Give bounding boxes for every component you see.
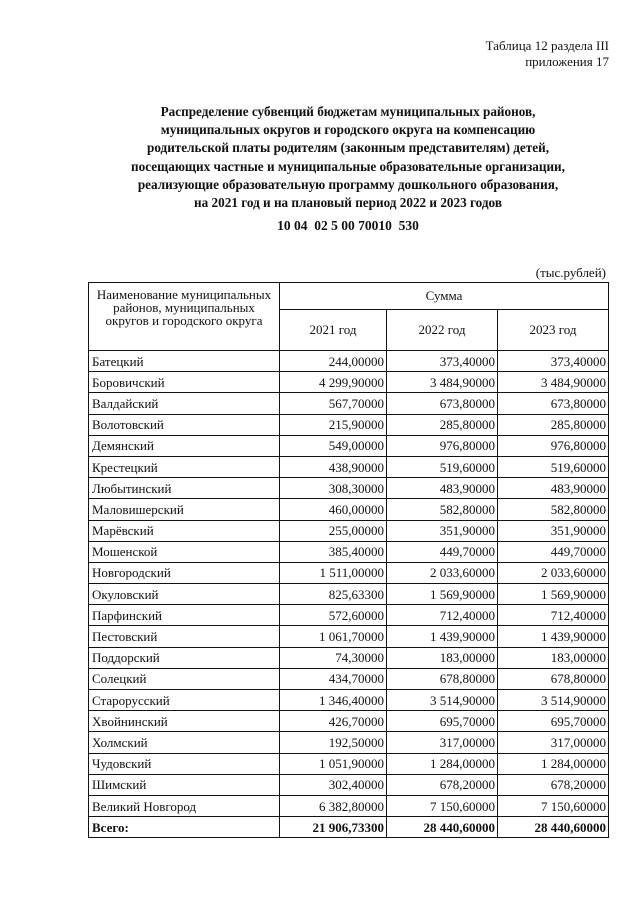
- amount-2023-cell: 7 150,60000: [498, 795, 609, 816]
- amount-2022-cell: 2 033,60000: [387, 562, 498, 583]
- amount-2022-cell: 1 569,90000: [387, 584, 498, 605]
- amount-2021-cell: 244,00000: [280, 351, 387, 372]
- district-name-cell: Шимский: [89, 774, 280, 795]
- table-row: [89, 690, 609, 711]
- title-line: муниципальных округов и городского округа на компенсацию: [160, 122, 536, 138]
- table-row: [89, 414, 609, 435]
- table-row: [89, 520, 609, 541]
- amount-2023-cell: 1 569,90000: [498, 584, 609, 605]
- amount-2023-cell: 1 439,90000: [498, 626, 609, 647]
- district-name-cell: Мошенской: [89, 541, 280, 562]
- amount-2021-cell: 572,60000: [280, 605, 387, 626]
- amount-2021-cell: 74,30000: [280, 647, 387, 668]
- amount-2021-cell: 6 382,80000: [280, 795, 387, 816]
- table-row: [89, 732, 609, 753]
- amount-2022-cell: 582,80000: [387, 499, 498, 520]
- amount-2023-cell: 695,70000: [498, 711, 609, 732]
- table-row: [89, 393, 609, 414]
- amount-2023-cell: 351,90000: [498, 520, 609, 541]
- amount-2023-cell: 3 484,90000: [498, 372, 609, 393]
- district-name-cell: Марёвский: [89, 520, 280, 541]
- district-name-cell: Окуловский: [89, 584, 280, 605]
- title-line: родительской платы родителям (законным представителям) детей,: [146, 140, 550, 156]
- district-name-cell: Солецкий: [89, 668, 280, 689]
- budget-classification-code: 10 04 02 5 00 70010 530: [277, 218, 419, 233]
- amount-2023-cell: 582,80000: [498, 499, 609, 520]
- amount-2022-cell: 3 514,90000: [387, 690, 498, 711]
- table-row: [89, 456, 609, 477]
- district-name-cell: Маловишерский: [89, 499, 280, 520]
- district-name-cell: Любытинский: [89, 478, 280, 499]
- column-header-2022: 2022 год: [387, 309, 498, 350]
- amount-2023-cell: 3 514,90000: [498, 690, 609, 711]
- district-name-cell: Демянский: [89, 435, 280, 456]
- subsidy-table: [88, 282, 609, 838]
- amount-2022-cell: 483,90000: [387, 478, 498, 499]
- amount-2021-cell: 549,00000: [280, 435, 387, 456]
- district-name-cell: Крестецкий: [89, 456, 280, 477]
- amount-2022-cell: 673,80000: [387, 393, 498, 414]
- amount-2022-cell: 28 440,60000: [387, 817, 498, 838]
- amount-2021-cell: 825,63300: [280, 584, 387, 605]
- amount-2022-cell: 351,90000: [387, 520, 498, 541]
- column-header-2023: 2023 год: [498, 309, 609, 350]
- units-label: (тыс.рублей): [535, 265, 606, 280]
- table-row: [89, 605, 609, 626]
- title-line: Распределение субвенций бюджетам муниципальных районов,: [160, 104, 536, 119]
- table-row: [89, 499, 609, 520]
- table-row: [89, 626, 609, 647]
- amount-2021-cell: 308,30000: [280, 478, 387, 499]
- amount-2022-cell: 1 439,90000: [387, 626, 498, 647]
- table-row: [89, 774, 609, 795]
- amount-2022-cell: 712,40000: [387, 605, 498, 626]
- table-row: [89, 584, 609, 605]
- amount-2022-cell: 976,80000: [387, 435, 498, 456]
- district-name-cell: Чудовский: [89, 753, 280, 774]
- amount-2022-cell: 695,70000: [387, 711, 498, 732]
- table-body: [89, 351, 609, 838]
- amount-2022-cell: 3 484,90000: [387, 372, 498, 393]
- amount-2023-cell: 373,40000: [498, 351, 609, 372]
- amount-2021-cell: 1 511,00000: [280, 562, 387, 583]
- district-name-cell: Новгородский: [89, 562, 280, 583]
- amount-2021-cell: 567,70000: [280, 393, 387, 414]
- table-row: [89, 351, 609, 372]
- document-title: [88, 103, 608, 212]
- amount-2021-cell: 385,40000: [280, 541, 387, 562]
- amount-2021-cell: 426,70000: [280, 711, 387, 732]
- amount-2023-cell: 483,90000: [498, 478, 609, 499]
- column-header-sum: Сумма: [280, 283, 609, 310]
- amount-2023-cell: 317,00000: [498, 732, 609, 753]
- amount-2023-cell: 976,80000: [498, 435, 609, 456]
- district-name-cell: Парфинский: [89, 605, 280, 626]
- amount-2023-cell: 28 440,60000: [498, 817, 609, 838]
- amount-2022-cell: 183,00000: [387, 647, 498, 668]
- amount-2021-cell: 192,50000: [280, 732, 387, 753]
- amount-2023-cell: 183,00000: [498, 647, 609, 668]
- amount-2022-cell: 519,60000: [387, 456, 498, 477]
- table-reference: [486, 38, 609, 70]
- district-name-cell: Холмский: [89, 732, 280, 753]
- amount-2021-cell: 434,70000: [280, 668, 387, 689]
- amount-2021-cell: 1 061,70000: [280, 626, 387, 647]
- amount-2021-cell: 1 051,90000: [280, 753, 387, 774]
- table-row: [89, 711, 609, 732]
- amount-2022-cell: 7 150,60000: [387, 795, 498, 816]
- amount-2021-cell: 215,90000: [280, 414, 387, 435]
- amount-2023-cell: 712,40000: [498, 605, 609, 626]
- amount-2022-cell: 285,80000: [387, 414, 498, 435]
- amount-2023-cell: 285,80000: [498, 414, 609, 435]
- district-name-cell: Хвойнинский: [89, 711, 280, 732]
- title-line: посещающих частные и муниципальные образовательные организации,: [131, 158, 565, 174]
- district-name-cell: Великий Новгород: [89, 795, 280, 816]
- amount-2021-cell: 438,90000: [280, 456, 387, 477]
- amount-2023-cell: 673,80000: [498, 393, 609, 414]
- amount-2023-cell: 1 284,00000: [498, 753, 609, 774]
- amount-2022-cell: 678,20000: [387, 774, 498, 795]
- table-row: [89, 435, 609, 456]
- amount-2021-cell: 21 906,73300: [280, 817, 387, 838]
- total-row: [89, 817, 609, 838]
- table-row: [89, 647, 609, 668]
- reference-line-1: Таблица 12 раздела III: [485, 38, 609, 53]
- district-name-cell: Поддорский: [89, 647, 280, 668]
- amount-2022-cell: 678,80000: [387, 668, 498, 689]
- amount-2021-cell: 255,00000: [280, 520, 387, 541]
- amount-2021-cell: 460,00000: [280, 499, 387, 520]
- district-name-cell: Боровичский: [89, 372, 280, 393]
- column-header-name: Наименование муниципальных районов, муниципальных округов и городского округа: [89, 283, 280, 351]
- district-name-cell: Батецкий: [89, 351, 280, 372]
- amount-2023-cell: 678,80000: [498, 668, 609, 689]
- district-name-cell: Волотовский: [89, 414, 280, 435]
- table-row: [89, 562, 609, 583]
- amount-2021-cell: 1 346,40000: [280, 690, 387, 711]
- amount-2023-cell: 449,70000: [498, 541, 609, 562]
- amount-2021-cell: 302,40000: [280, 774, 387, 795]
- title-line: на 2021 год и на плановый период 2022 и 2023 годов: [194, 195, 502, 211]
- column-header-2021: 2021 год: [280, 309, 387, 350]
- district-name-cell: Старорусский: [89, 690, 280, 711]
- amount-2022-cell: 317,00000: [387, 732, 498, 753]
- amount-2022-cell: 1 284,00000: [387, 753, 498, 774]
- district-name-cell: Пестовский: [89, 626, 280, 647]
- district-name-cell: Валдайский: [89, 393, 280, 414]
- table-row: [89, 372, 609, 393]
- reference-line-2: приложения 17: [525, 54, 609, 69]
- table-row: [89, 541, 609, 562]
- table-row: [89, 795, 609, 816]
- amount-2023-cell: 678,20000: [498, 774, 609, 795]
- amount-2021-cell: 4 299,90000: [280, 372, 387, 393]
- amount-2023-cell: 2 033,60000: [498, 562, 609, 583]
- amount-2022-cell: 449,70000: [387, 541, 498, 562]
- district-name-cell: Всего:: [89, 817, 280, 838]
- table-row: [89, 753, 609, 774]
- amount-2022-cell: 373,40000: [387, 351, 498, 372]
- amount-2023-cell: 519,60000: [498, 456, 609, 477]
- title-line: реализующие образовательную программу дошкольного образования,: [137, 176, 559, 192]
- table-row: [89, 668, 609, 689]
- table-row: [89, 478, 609, 499]
